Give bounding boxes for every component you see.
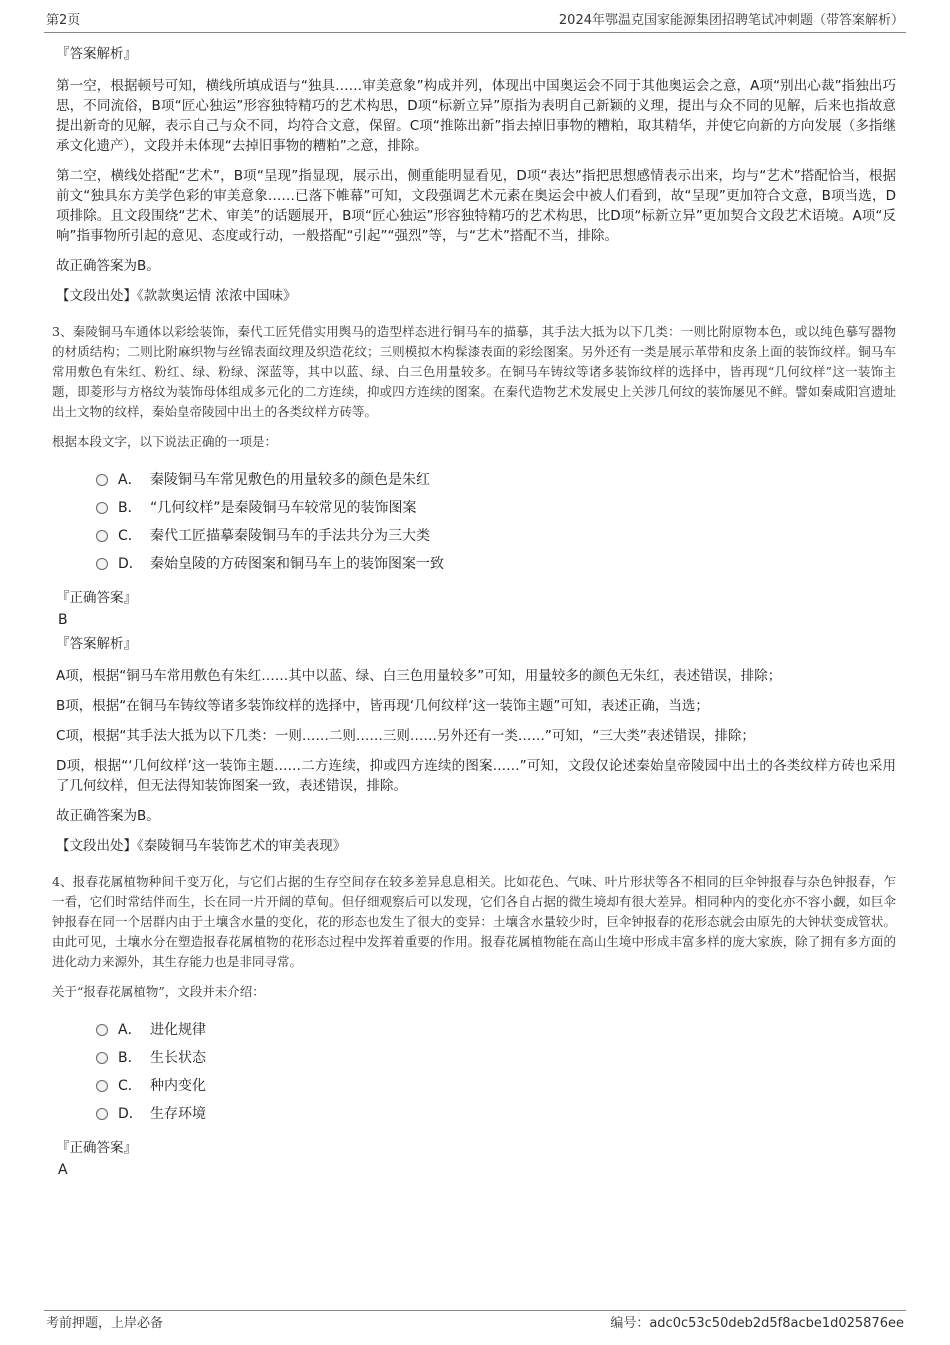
option-text: 生存环境 bbox=[150, 1106, 206, 1122]
radio-icon[interactable] bbox=[96, 502, 108, 514]
radio-icon[interactable] bbox=[96, 1080, 108, 1092]
question-prompt-4: 关于“报春花属植物”，文段并未介绍： bbox=[52, 984, 265, 999]
correct-answer: B bbox=[58, 612, 68, 628]
correct-answer-tag: 『正确答案』 bbox=[56, 590, 137, 606]
option-text: 秦始皇陵的方砖图案和铜马车上的装饰图案一致 bbox=[150, 556, 444, 572]
radio-icon[interactable] bbox=[96, 1108, 108, 1120]
option-key: A． bbox=[118, 1022, 142, 1038]
question-stem-4: 4、报春花属植物种间千变万化，与它们占据的生存空间存在较多差异息息相关。比如花色、气味、叶片形状等各不相同的巨伞钟报春与杂色钟报春，乍一看，它们时常结伴而生，长在同一片开阔的草甸。但仔细观察后可以发现，它们各自占据的微生境却有很大差异。相同种内的变化亦不容小觑，如巨伞钟报春在同一个居群内由于土壤含水量的变化，花的形态也发生了很大的变异：土壤含水量较少时，巨伞钟报春的花形态就会由原先的大钟状变成管状。由此可见，土壤水分在塑造报春花属植物的花形态过程中发挥着重要的作用。报春花属植物能在高山生境中形成丰富多样的庞大家族，除了拥有多方面的进化动力来源外，其生存能力也是非同寻常。 bbox=[52, 874, 896, 969]
radio-icon[interactable] bbox=[96, 474, 108, 486]
conclusion: 故正确答案为B。 bbox=[56, 258, 160, 274]
page-header bbox=[44, 10, 906, 33]
option-key: B． bbox=[118, 1050, 142, 1066]
options-list-3 bbox=[96, 466, 896, 578]
option-key: A． bbox=[118, 472, 142, 488]
options-list-4 bbox=[96, 1016, 896, 1128]
conclusion: 故正确答案为B。 bbox=[56, 808, 160, 824]
analysis-paragraph: D项，根据“‘几何纹样’这一装饰主题……二方连续，抑或四方连续的图案……”可知，文段仅论述秦始皇帝陵园中出土的各类纹样方砖也采用了几何纹样，但无法得知装饰图案一致，表述错误，排除。 bbox=[56, 758, 896, 794]
correct-answer-tag: 『正确答案』 bbox=[56, 1140, 137, 1156]
analysis-paragraph: B项，根据“在铜马车铸纹等诸多装饰纹样的选择中，皆再现‘几何纹样’这一装饰主题”可知，表述正确，当选； bbox=[56, 698, 709, 714]
option-b[interactable] bbox=[96, 1044, 896, 1072]
option-key: B． bbox=[118, 500, 142, 516]
option-text: 进化规律 bbox=[150, 1022, 206, 1038]
question-stem-3: 3、秦陵铜马车通体以彩绘装饰，秦代工匠凭借实用舆马的造型样态进行铜马车的描摹，其手法大抵为以下几类：一则比附原物本色，或以纯色摹写器物的材质结构；二则比附麻织物与丝锦表面纹理及织造花纹；三则模拟木构髹漆表面的彩绘图案。另外还有一类是展示革带和皮条上面的装饰纹样。铜马车常用敷色有朱红、粉红、绿、粉绿、深蓝等，其中以蓝、绿、白三色用量较多。在铜马车铸纹等诸多装饰纹样的选择中，皆再现“几何纹样”这一装饰主题，即菱形与方格纹为装饰母体组成多元化的二方连续，抑或四方连续的图案。在秦代造物艺术发展史上关涉几何纹的装饰屡见不鲜。譬如秦咸阳宫遗址出土文物的纹样，秦始皇帝陵园中出土的各类纹样方砖等。 bbox=[52, 324, 896, 419]
option-d[interactable] bbox=[96, 1100, 896, 1128]
analysis-paragraph: C项，根据“其手法大抵为以下几类：一则……二则……三则……另外还有一类……”可知，“三大类”表述错误，排除； bbox=[56, 728, 755, 744]
correct-answer: A bbox=[58, 1162, 68, 1178]
option-text: “几何纹样”是秦陵铜马车较常见的装饰图案 bbox=[150, 500, 417, 516]
option-c[interactable] bbox=[96, 1072, 896, 1100]
option-key: D． bbox=[118, 556, 143, 572]
page-content bbox=[52, 44, 896, 1184]
document-title: 2024年鄂温克国家能源集团招聘笔试冲刺题（带答案解析） bbox=[558, 13, 904, 28]
option-key: C． bbox=[118, 1078, 142, 1094]
passage-source: 【文段出处】《款款奥运情 浓浓中国味》 bbox=[56, 288, 297, 304]
question-prompt-3: 根据本段文字，以下说法正确的一项是： bbox=[52, 434, 278, 449]
option-d[interactable] bbox=[96, 550, 896, 578]
analysis-paragraph: 第二空，横线处搭配“艺术”，B项“呈现”指显现，展示出，侧重能明显看见，D项“表达”指把思想感情表示出来，均与“艺术”搭配恰当，根据前文“独具东方美学色彩的审美意象……已落下帷幕”可知，文段强调艺术元素在奥运会中被人们看到，故“呈现”更加符合文意，B项当选，D项排除。且文段围绕“艺术、审美”的话题展开，B项“匠心独运”形容独特精巧的艺术构思，比D项“标新立异”更加契合文段艺术语境。A项“反响”指事物所引起的意见、态度或行动，一般搭配“引起”“强烈”等，与“艺术”搭配不当，排除。 bbox=[56, 168, 896, 244]
option-b[interactable] bbox=[96, 494, 896, 522]
answer-analysis-tag: 『答案解析』 bbox=[56, 636, 137, 652]
radio-icon[interactable] bbox=[96, 1024, 108, 1036]
option-text: 种内变化 bbox=[150, 1078, 206, 1094]
document-id: 编号：adc0c53c50deb2d5f8acbe1d025876ee bbox=[610, 1316, 904, 1331]
option-a[interactable] bbox=[96, 1016, 896, 1044]
radio-icon[interactable] bbox=[96, 558, 108, 570]
option-text: 秦代工匠描摹秦陵铜马车的手法共分为三大类 bbox=[150, 528, 430, 544]
option-key: D． bbox=[118, 1106, 143, 1122]
option-c[interactable] bbox=[96, 522, 896, 550]
page-number: 第2页 bbox=[46, 13, 81, 28]
page-footer bbox=[44, 1310, 906, 1331]
radio-icon[interactable] bbox=[96, 530, 108, 542]
footer-slogan: 考前押题，上岸必备 bbox=[46, 1316, 164, 1331]
analysis-paragraph: A项，根据“铜马车常用敷色有朱红……其中以蓝、绿、白三色用量较多”可知，用量较多的颜色无朱红，表述错误，排除； bbox=[56, 668, 782, 684]
option-text: 生长状态 bbox=[150, 1050, 206, 1066]
answer-analysis-tag: 『答案解析』 bbox=[56, 46, 137, 62]
option-key: C． bbox=[118, 528, 142, 544]
analysis-paragraph: 第一空，根据顿号可知，横线所填成语与“独具……审美意象”构成并列，体现出中国奥运会不同于其他奥运会之意，A项“别出心裁”指独出巧思，不同流俗，B项“匠心独运”形容独特精巧的艺术构思，D项“标新立异”原指为表明自己新颖的义理，提出与众不同的见解，后来也指故意提出新奇的见解，表示自己与众不同，均符合文意，保留。C项“推陈出新”指去掉旧事物的糟粕，取其精华，并使它向新的方向发展（多指继承文化遗产），文段并未体现“去掉旧事物的糟粕”之意，排除。 bbox=[56, 78, 896, 154]
option-a[interactable] bbox=[96, 466, 896, 494]
radio-icon[interactable] bbox=[96, 1052, 108, 1064]
option-text: 秦陵铜马车常见敷色的用量较多的颜色是朱红 bbox=[150, 472, 430, 488]
passage-source: 【文段出处】《秦陵铜马车装饰艺术的审美表现》 bbox=[56, 838, 347, 854]
